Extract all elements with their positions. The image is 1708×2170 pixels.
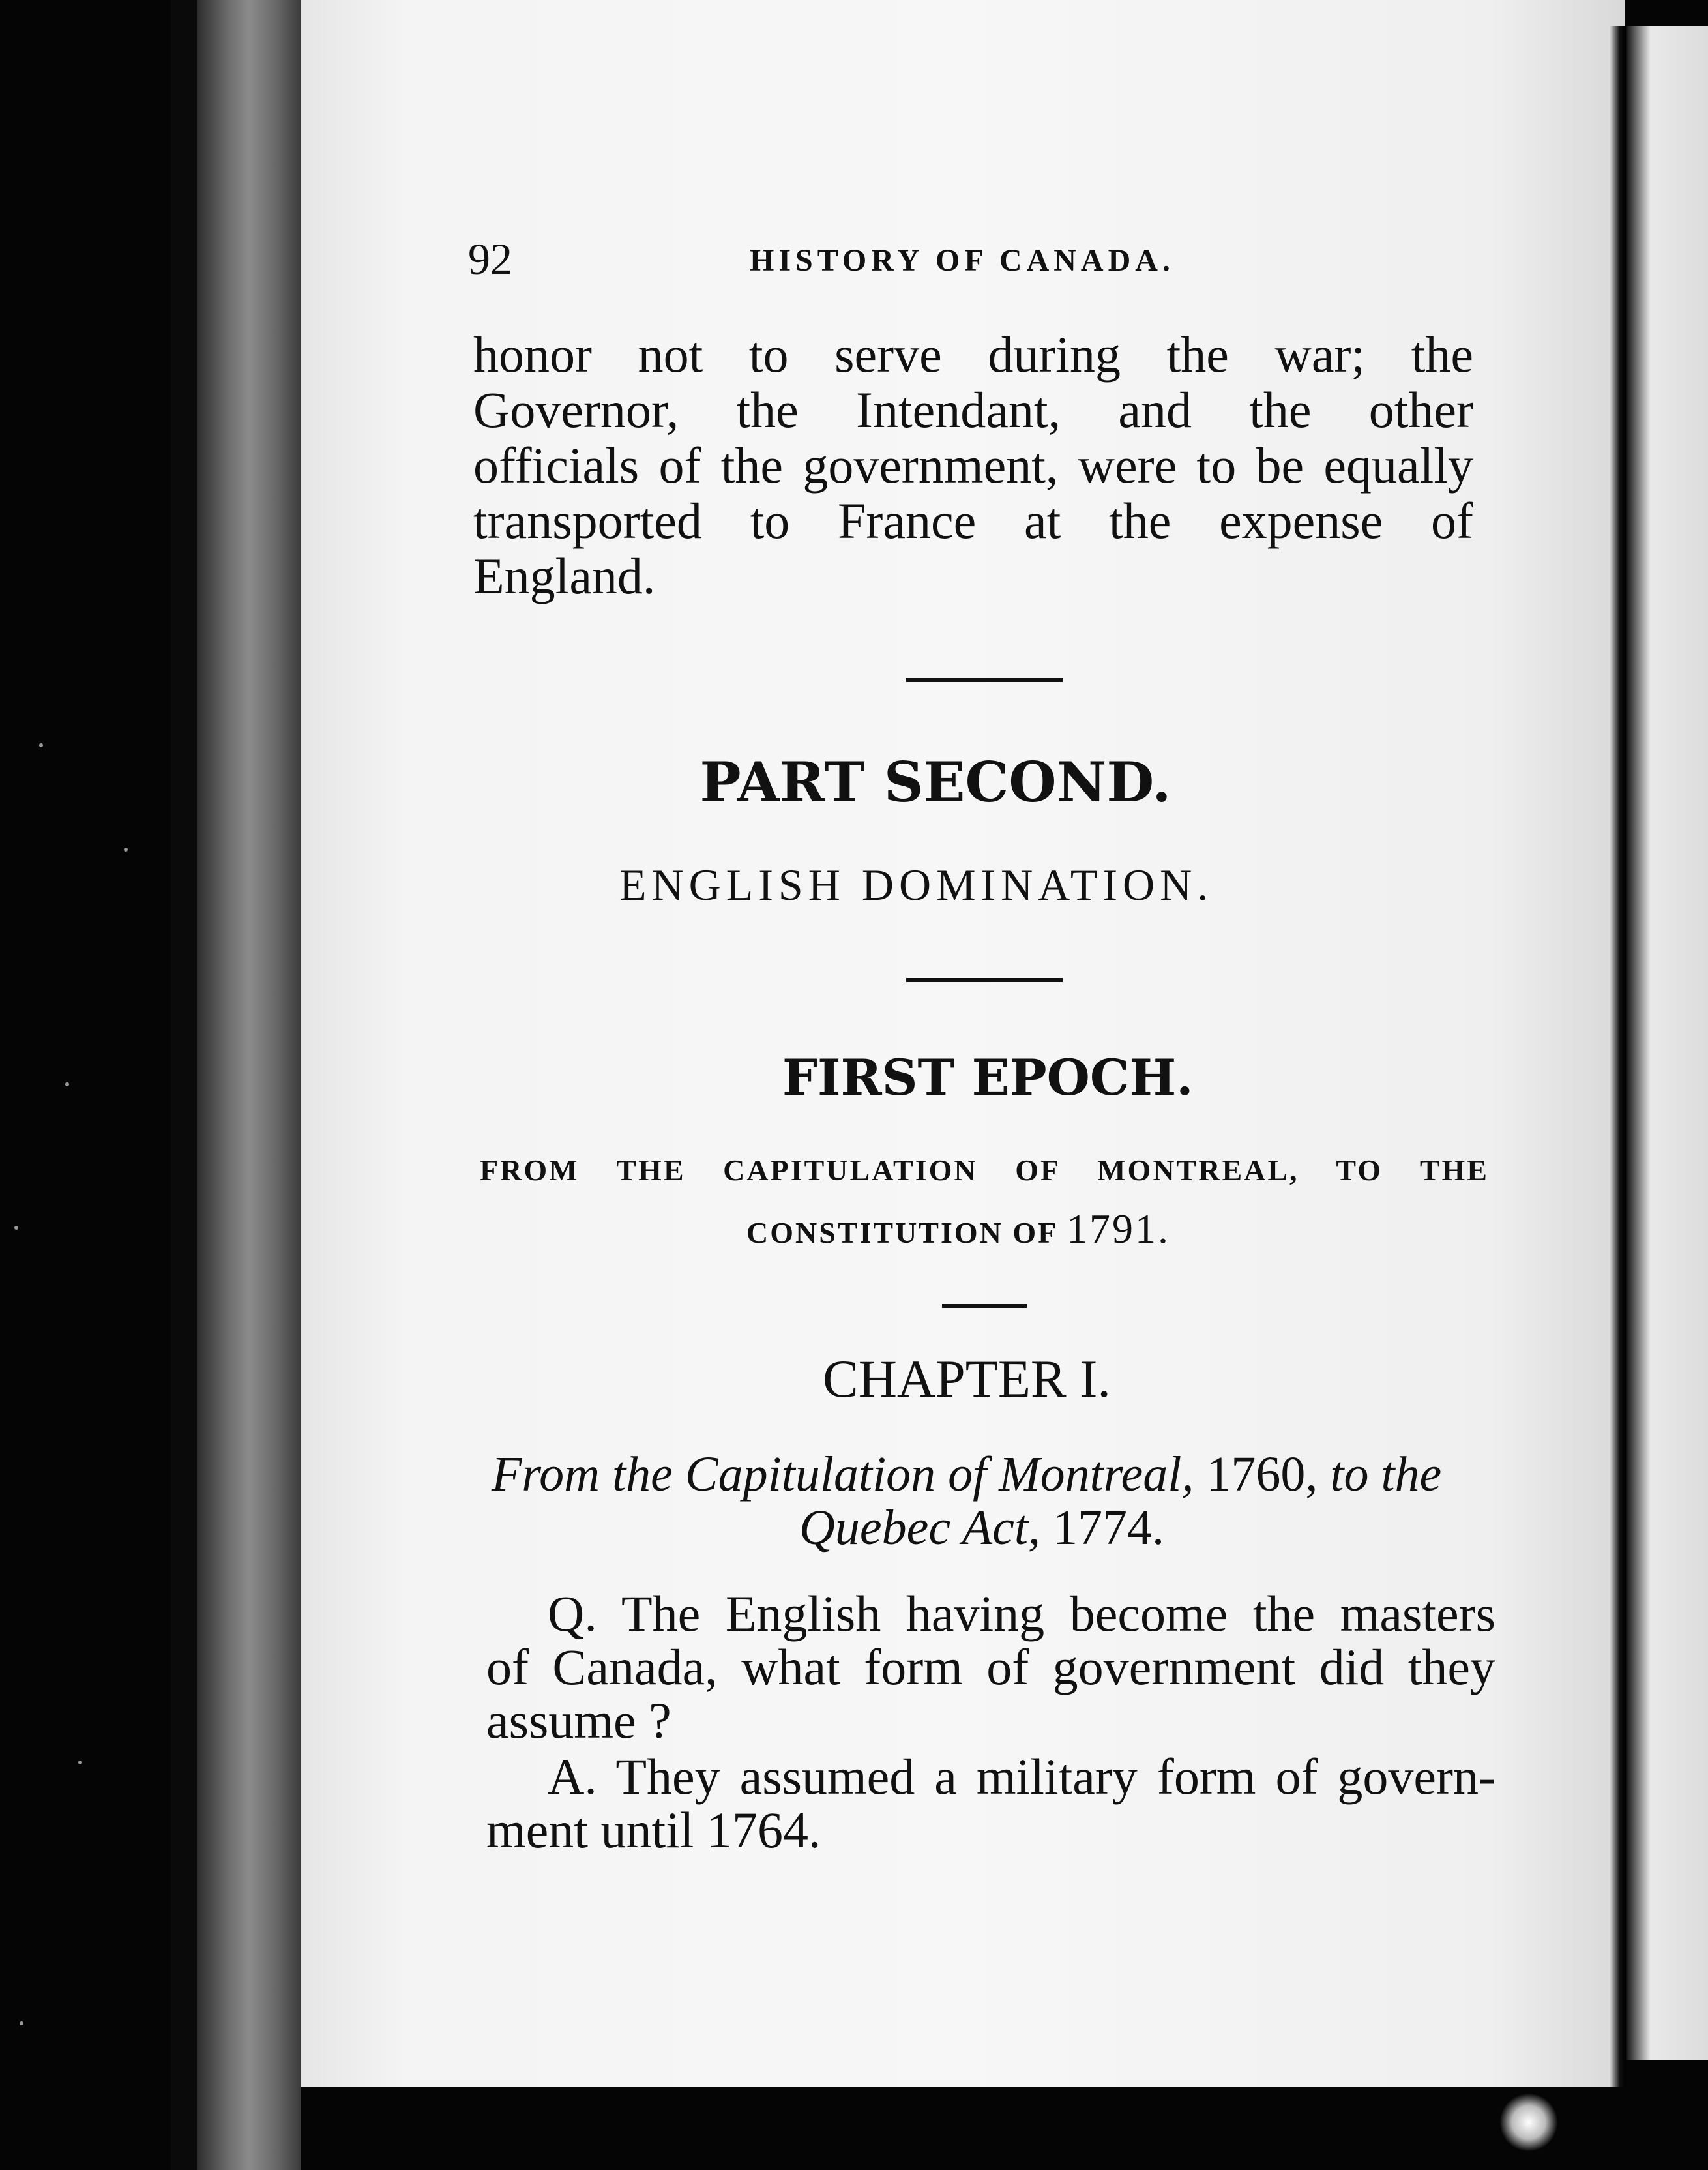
body-text-line: officials of the government, were to be equally [473,437,1473,494]
epoch-title: FIRST EPOCH. [782,1048,1194,1107]
dust-speck [20,2021,23,2025]
epoch-subtitle-text: CONSTITUTION OF [746,1216,1057,1249]
part-title: PART SECOND. [699,750,1171,814]
dust-speck [14,1226,18,1230]
question-line: assume ? [486,1692,671,1749]
section-rule [906,978,1063,982]
running-head: HISTORY OF CANADA. [750,243,1175,278]
chapter-subtitle-text: to the [1330,1447,1442,1502]
book-edge-shadow [171,0,197,2170]
chapter-subtitle-year: 1774. [1052,1500,1164,1555]
page-fold [1610,26,1626,2087]
epoch-subtitle-line2 [746,1205,1170,1253]
dust-speck [65,1082,69,1086]
body-text-line: honor not to serve during the war; the [473,326,1473,383]
dust-speck [124,848,128,852]
dust-speck [39,743,43,747]
answer-line: A. They assumed a military form of govern- [548,1748,1495,1805]
chapter-subtitle-year: 1760, [1206,1447,1318,1502]
light-glare [1499,2093,1558,2152]
body-text-line: transported to France at the expense of [473,492,1473,549]
epoch-subtitle-year: 1791. [1067,1206,1171,1252]
chapter-title: CHAPTER I. [823,1349,1111,1408]
question-line: of Canada, what form of government did they [486,1639,1495,1695]
question-line: Q. The English having become the masters [548,1585,1495,1642]
chapter-subtitle-text: Quebec Act, [799,1500,1040,1555]
chapter-subtitle-line2 [799,1500,1164,1556]
page-bottom-shadow [301,2087,1708,2170]
epoch-subtitle: FROM THE CAPITULATION OF MONTREAL, TO THE [480,1153,1489,1187]
part-subtitle: ENGLISH DOMINATION. [619,860,1214,910]
page-number: 92 [468,234,512,284]
answer-line: ment until 1764. [486,1802,821,1858]
dust-speck [78,1761,82,1764]
section-rule [942,1304,1027,1308]
chapter-subtitle-text: From the Capitulation of Montreal, [492,1447,1194,1502]
body-text-line: England. [473,548,656,604]
body-text-line: Governor, the Intendant, and the other [473,381,1473,438]
section-rule [906,678,1063,682]
next-page-edge [1626,26,1708,2060]
chapter-subtitle-line1 [492,1446,1441,1503]
